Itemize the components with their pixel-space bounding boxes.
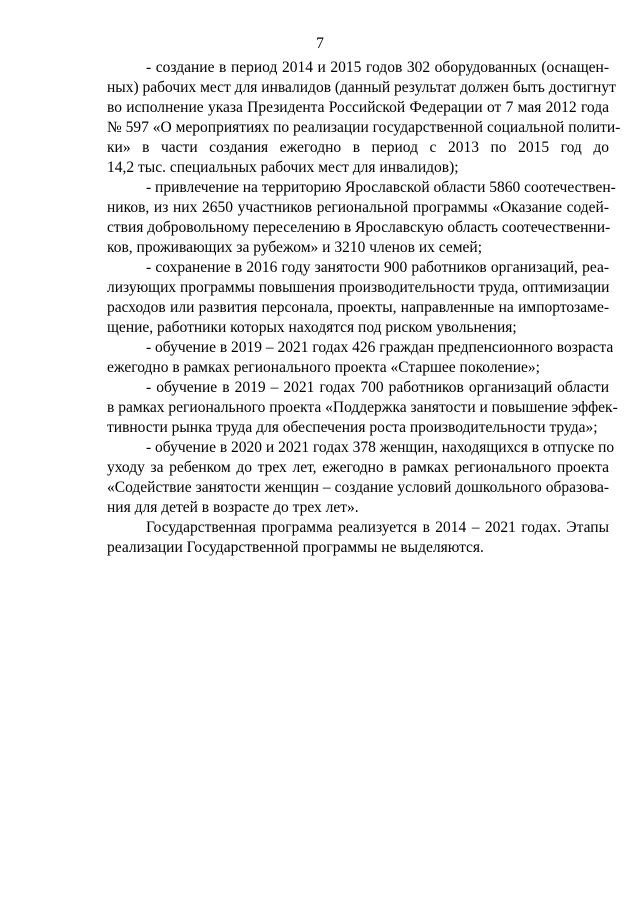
document-body: [107, 58, 621, 558]
text-line: лизующих программы повышения производительности труда, оптимизации: [107, 279, 610, 296]
text-line: - сохранение в 2016 году занятости 900 работников организаций, реа-: [146, 259, 609, 276]
text-line: - создание в период 2014 и 2015 годов 302 оборудованных (оснащен-: [146, 59, 609, 76]
text-line: тивности рынка труда для обеспечения роста производительности труда»;: [107, 419, 598, 436]
text-line: ствия добровольному переселению в Ярославскую область соотечественни-: [107, 219, 611, 236]
text-line: ния для детей в возрасте до трех лет».: [107, 499, 359, 516]
text-line: - обучение в 2019 – 2021 годах 700 работников организаций области: [146, 379, 609, 396]
page-number: 7: [316, 35, 324, 52]
text-line: ников, из них 2650 участников региональной программы «Оказание содей-: [107, 199, 609, 216]
text-line: Государственная программа реализуется в 2014 – 2021 годах. Этапы: [146, 519, 609, 536]
text-line: ежегодно в рамках регионального проекта «Старшее поколение»;: [107, 359, 540, 376]
text-line: ки» в части создания ежегодно в период с 2013 по 2015 год до: [107, 139, 609, 156]
text-line: уходу за ребенком до трех лет, ежегодно в рамках регионального проекта: [107, 459, 609, 476]
text-line: - привлечение на территорию Ярославской области 5860 соотечествен-: [146, 179, 616, 196]
text-line: расходов или развития персонала, проекты, направленные на импортозаме-: [107, 299, 609, 316]
text-line: щение, работники которых находятся под риском увольнения;: [107, 319, 517, 336]
text-line: реализации Государственной программы не выделяются.: [107, 539, 484, 556]
text-line: ных) рабочих мест для инвалидов (данный результат должен быть достигнут: [107, 79, 616, 96]
text-line: № 597 «О мероприятиях по реализации государственной социальной полити-: [107, 119, 621, 136]
text-line: 14,2 тыс. специальных рабочих мест для инвалидов);: [107, 159, 459, 176]
text-line: в рамках регионального проекта «Поддержка занятости и повышение эффек-: [107, 399, 618, 416]
text-line: во исполнение указа Президента Российской Федерации от 7 мая 2012 года: [107, 99, 609, 116]
text-line: «Содействие занятости женщин – создание условий дошкольного образова-: [107, 479, 609, 496]
text-line: - обучение в 2020 и 2021 годах 378 женщин, находящихся в отпуске по: [146, 439, 615, 456]
text-line: - обучение в 2019 – 2021 годах 426 граждан предпенсионного возраста: [146, 339, 614, 356]
text-line: ков, проживающих за рубежом» и 3210 членов их семей;: [107, 239, 482, 256]
